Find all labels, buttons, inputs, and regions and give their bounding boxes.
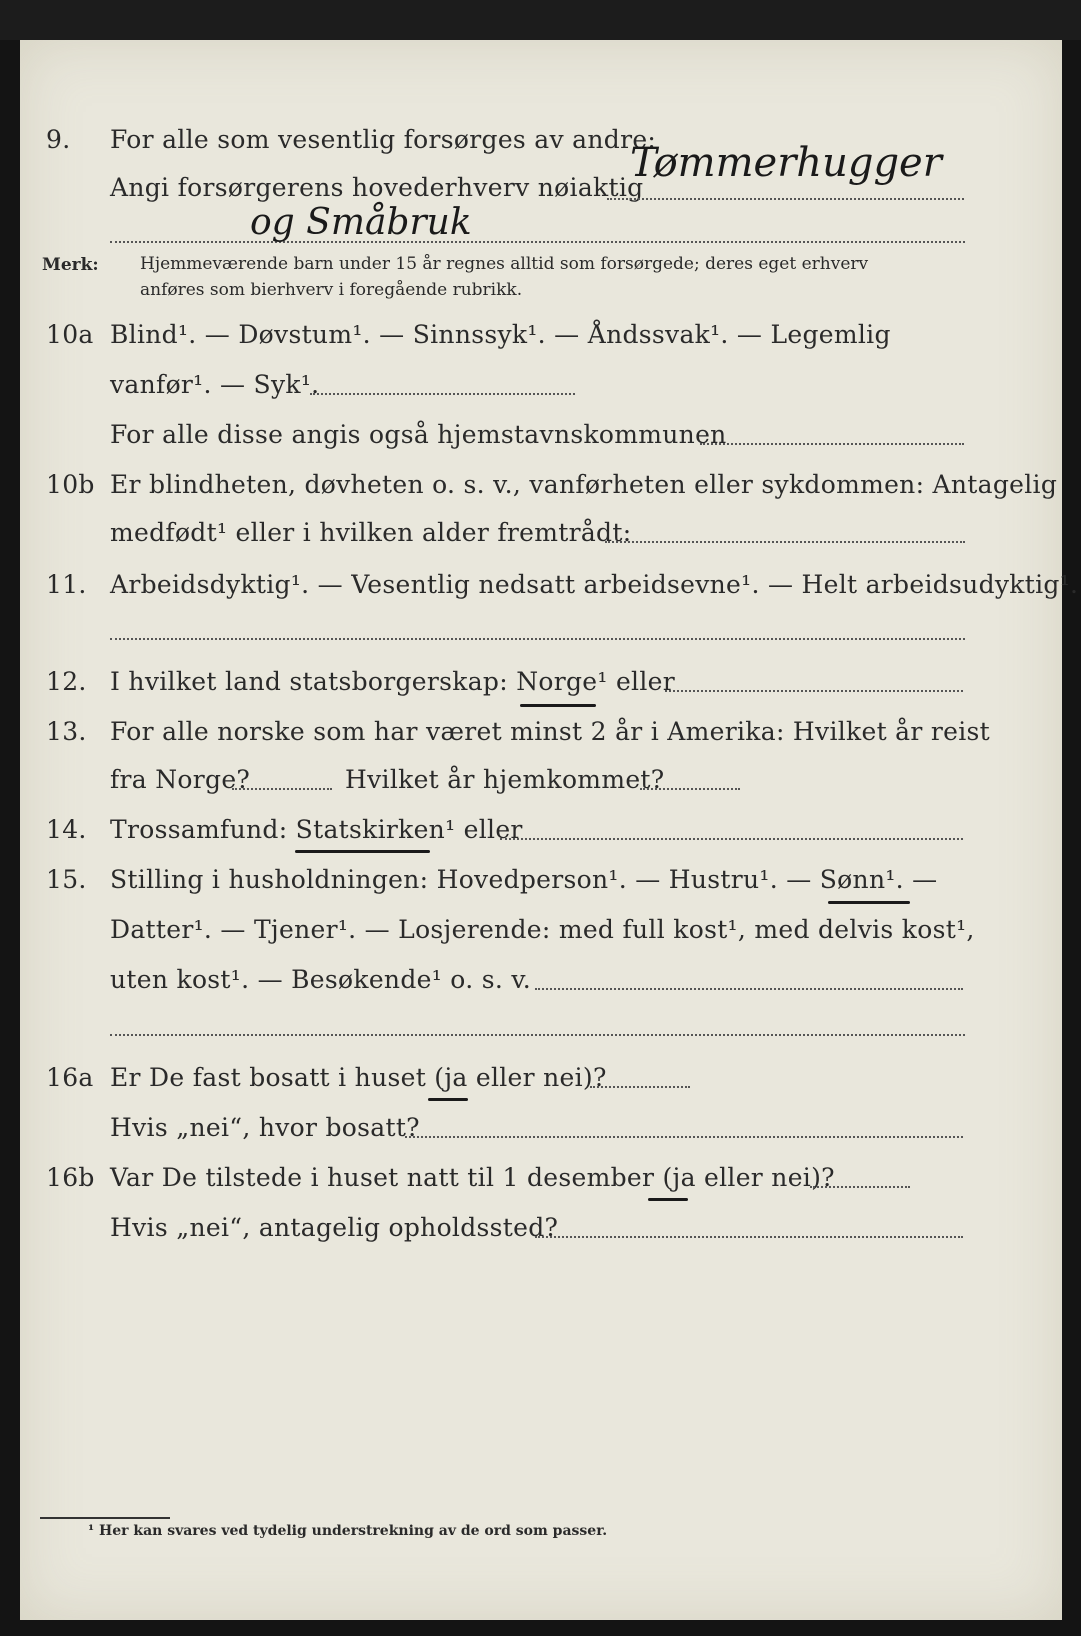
question-number: 10a <box>46 320 94 349</box>
answer-line[interactable] <box>232 788 332 790</box>
note-label: Merk: <box>42 255 99 275</box>
question-text: medfødt¹ eller i hvilken alder fremtrådt: <box>110 518 632 547</box>
footnote: ¹ Her kan svares ved tydelig understrekning av de ord som passer. <box>88 1523 608 1539</box>
underline-sonn <box>828 901 910 904</box>
question-15-line3 <box>20 960 1062 1000</box>
answer-line[interactable] <box>810 1186 910 1188</box>
underline-statskirken <box>295 850 430 853</box>
question-text: Datter¹. — Tjener¹. — Losjerende: med full kost¹, med delvis kost¹, <box>110 915 975 944</box>
question-15 <box>20 860 1062 900</box>
question-number: 12. <box>46 667 87 696</box>
note-text: anføres som bierhverv i foregående rubrikk. <box>140 280 523 300</box>
question-16a-line2 <box>20 1108 1062 1148</box>
answer-line[interactable] <box>607 198 964 200</box>
question-10b <box>20 465 1062 505</box>
answer-line[interactable] <box>535 988 963 990</box>
question-text: Var De tilstede i huset natt til 1 desember (ja eller nei)? <box>110 1163 835 1192</box>
question-10a-line2 <box>20 365 1062 405</box>
question-text: uten kost¹. — Besøkende¹ o. s. v. <box>110 965 532 994</box>
question-text: Stilling i husholdningen: Hovedperson¹. — Hustru¹. — Sønn¹. — <box>110 865 938 894</box>
question-16b <box>20 1158 1062 1198</box>
question-text: Angi forsørgerens hovederhverv nøiaktig <box>110 173 644 202</box>
handwritten-answer-occupation: Tømmerhugger <box>630 140 942 186</box>
question-12 <box>20 662 1062 702</box>
question-text: Arbeidsdyktig¹. — Vesentlig nedsatt arbeidsevne¹. — Helt arbeidsudyktig¹. <box>110 570 1079 599</box>
question-number: 9. <box>46 125 71 154</box>
question-13-line2 <box>20 760 1062 800</box>
question-number: 16a <box>46 1063 94 1092</box>
answer-line[interactable] <box>110 241 965 243</box>
question-9-line3 <box>20 215 1062 255</box>
answer-line[interactable] <box>535 1236 963 1238</box>
underline-norge <box>520 704 596 707</box>
question-text: Hvis „nei“, antagelig opholdssted? <box>110 1213 559 1242</box>
question-16a <box>20 1058 1062 1098</box>
question-10b-line2 <box>20 513 1062 553</box>
question-15-line2 <box>20 910 1062 950</box>
question-number: 15. <box>46 865 87 894</box>
question-text: For alle disse angis også hjemstavnskommunen <box>110 420 727 449</box>
answer-line[interactable] <box>500 838 963 840</box>
question-text: Er De fast bosatt i huset (ja eller nei)? <box>110 1063 607 1092</box>
underline-ja-2 <box>648 1198 688 1201</box>
answer-line[interactable] <box>590 1086 690 1088</box>
answer-line[interactable] <box>665 690 963 692</box>
question-14 <box>20 810 1062 850</box>
question-number: 13. <box>46 717 87 746</box>
question-text: For alle som vesentlig forsørges av andre: <box>110 125 657 154</box>
question-number: 16b <box>46 1163 95 1192</box>
question-text: Hvis „nei“, hvor bosatt? <box>110 1113 420 1142</box>
question-text: vanfør¹. — Syk¹. <box>110 370 320 399</box>
question-11 <box>20 565 1079 605</box>
question-10a-line3 <box>20 415 1062 455</box>
underline-ja <box>428 1098 468 1101</box>
note-text: Hjemmeværende barn under 15 år regnes alltid som forsørgede; deres eget erhverv <box>140 254 869 274</box>
answer-line[interactable] <box>605 541 965 543</box>
answer-line[interactable] <box>110 1034 965 1036</box>
question-10a <box>20 315 1062 355</box>
question-13 <box>20 712 1062 752</box>
question-text: Hvilket år hjemkommet? <box>345 765 665 794</box>
question-number: 14. <box>46 815 87 844</box>
question-number: 11. <box>46 570 87 599</box>
question-text: Er blindheten, døvheten o. s. v., vanførheten eller sykdommen: Antagelig <box>110 470 1058 499</box>
scan-border <box>0 0 1081 40</box>
question-16b-line2 <box>20 1208 1062 1248</box>
question-11-line2 <box>20 612 1062 652</box>
answer-line[interactable] <box>310 393 575 395</box>
footnote-rule <box>40 1517 170 1519</box>
answer-line[interactable] <box>640 788 740 790</box>
question-text: For alle norske som har været minst 2 år i Amerika: Hvilket år reist <box>110 717 991 746</box>
question-text: I hvilket land statsborgerskap: Norge¹ eller <box>110 667 675 696</box>
question-text: Blind¹. — Døvstum¹. — Sinnssyk¹. — Åndssvak¹. — Legemlig <box>110 320 891 349</box>
answer-line[interactable] <box>405 1136 963 1138</box>
answer-line[interactable] <box>700 443 964 445</box>
question-text: fra Norge? <box>110 765 251 794</box>
question-number: 10b <box>46 470 95 499</box>
question-text: Trossamfund: Statskirken¹ eller <box>110 815 523 844</box>
census-form-page <box>20 40 1079 1620</box>
handwritten-answer-occupation-2: og Småbruk <box>250 202 472 243</box>
answer-line[interactable] <box>110 638 965 640</box>
question-15-line4 <box>20 1008 1062 1048</box>
